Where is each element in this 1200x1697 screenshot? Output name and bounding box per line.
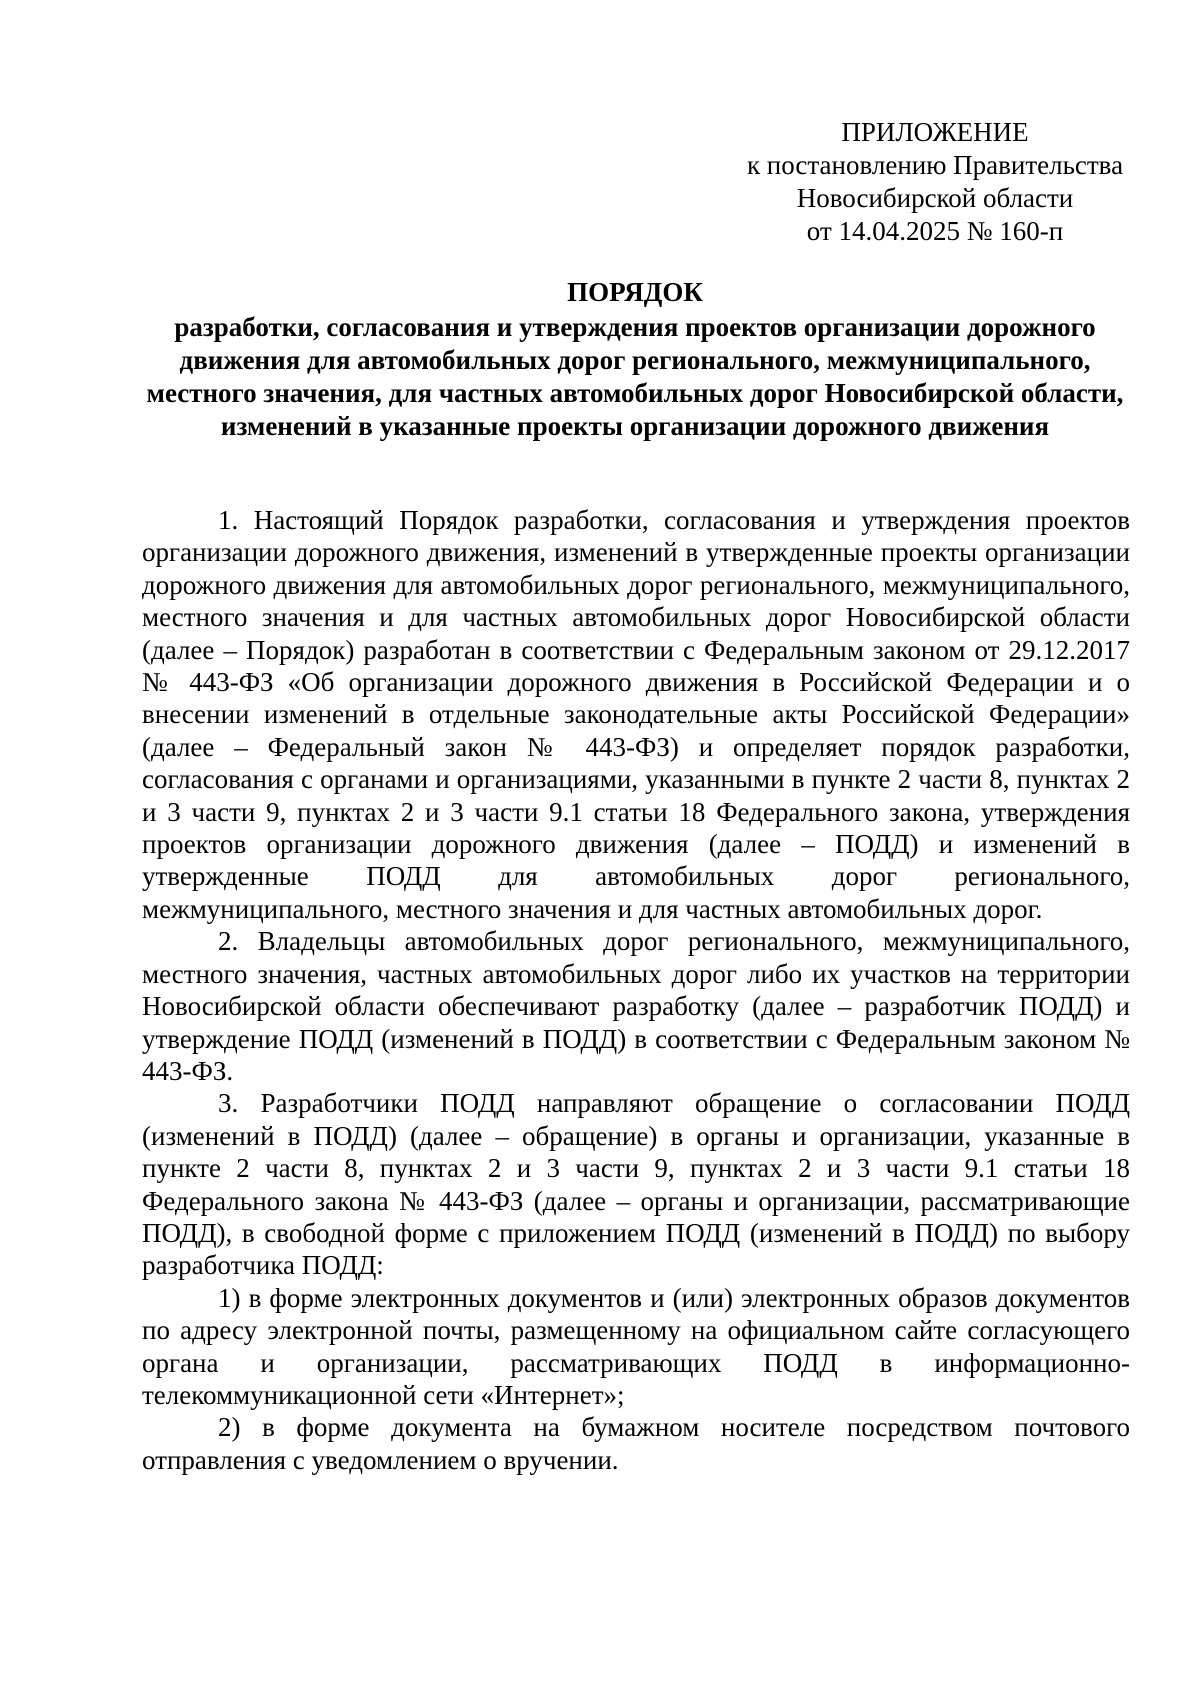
document-title <box>140 276 1130 443</box>
appendix-date-number: от 14.04.2025 № 160-п <box>806 216 1064 246</box>
paragraph-3-item-1: 1) в форме электронных документов и (или) электронных образов документов по адресу электронной почты, размещенному на официальном сайте согласующего органа и организации, рассматривающих ПОДД в информационно-телекоммуникационной сети «Интернет»; <box>142 1282 1130 1410</box>
appendix-line-1: к постановлению Правительства <box>746 150 1124 180</box>
document-body <box>142 504 1130 1476</box>
paragraph-3: 3. Разработчики ПОДД направляют обращение о согласовании ПОДД (изменений в ПОДД) (далее – обращение) в органы и организации, указанные в пункте 2 части 8, пунктах 2 и 3 части 9, пунктах 2 и 3 части 9.1 статьи 18 Федерального закона № 443-ФЗ (далее – органы и организации, рассматривающие ПОДД), в свободной форме с приложением ПОДД (изменений в ПОДД) по выбору разработчика ПОДД: <box>142 1088 1130 1281</box>
paragraph-3-item-2: 2) в форме документа на бумажном носителе посредством почтового отправления с уведомлением о вручении. <box>142 1412 1130 1475</box>
appendix-title: ПРИЛОЖЕНИЕ <box>841 117 1029 147</box>
paragraph-2: 2. Владельцы автомобильных дорог регионального, межмуниципального, местного значения, частных автомобильных дорог либо их участков на территории Новосибирской области обеспечивают разработку (далее – разработчик ПОДД) и утверждение ПОДД (изменений в ПОДД) в соответствии с Федеральным законом № 443-ФЗ. <box>142 926 1130 1086</box>
document-title-subtitle: разработки, согласования и утверждения проектов организации дорожного движения для автомобильных дорог регионального, межмуниципального, местного значения, для частных автомобильных дорог Новосибирской области, изменений в указанные проекты организации дорожного движения <box>146 312 1124 441</box>
appendix-line-2: Новосибирской области <box>796 183 1074 213</box>
appendix-header <box>745 116 1125 248</box>
document-title-main: ПОРЯДОК <box>567 277 703 307</box>
paragraph-1: 1. Настоящий Порядок разработки, согласования и утверждения проектов организации дорожного движения, изменений в утвержденные проекты организации дорожного движения для автомобильных дорог регионального, межмуниципального, местного значения и для частных автомобильных дорог Новосибирской области (далее – Порядок) разработан в соответствии с Федеральным законом от 29.12.2017 № 443-ФЗ «Об организации дорожного движения в Российской Федерации и о внесении изменений в отдельные законодательные акты Российской Федерации» (далее – Федеральный закон № 443-ФЗ) и определяет порядок разработки, согласования с органами и организациями, указанными в пункте 2 части 8, пунктах 2 и 3 части 9, пунктах 2 и 3 части 9.1 статьи 18 Федерального закона, утверждения проектов организации дорожного движения (далее – ПОДД) и изменений в утвержденные ПОДД для автомобильных дорог регионального, межмуниципального, местного значения и для частных автомобильных дорог. <box>142 505 1130 924</box>
